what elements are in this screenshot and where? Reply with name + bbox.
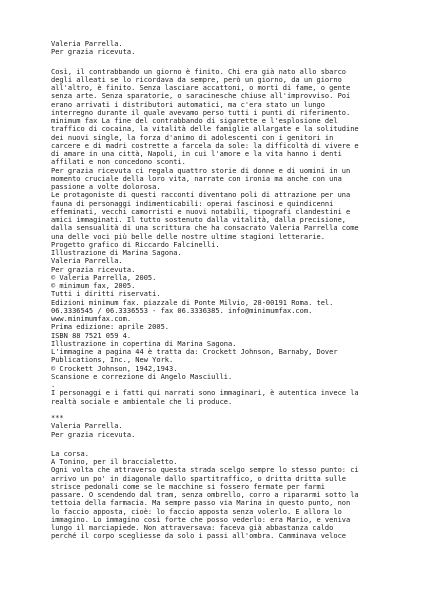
text-line: Illustrazione di Marina Sagona. bbox=[51, 249, 182, 257]
text-line: lo faccio apposta, cioè: lo faccio apposta senza volerlo. E allora lo bbox=[51, 507, 342, 516]
text-line: passione a volte dolorosa. bbox=[51, 183, 161, 191]
text-line: degli alleati se lo ricordava da sempre, però un giorno, da un giorno bbox=[51, 75, 342, 84]
text-line: realtà sociale e ambientale che li produce. bbox=[51, 397, 233, 406]
text-line: erano arrivati i distributori automatici, ma c'era stato un lungo bbox=[51, 100, 325, 109]
text-line: Edizioni minimum fax. piazzale di Ponte Milvio, 28-00191 Roma. tel. bbox=[51, 298, 334, 307]
text-line: fauna di personaggi indimenticabili: operai fascinosi e quindicenni bbox=[51, 199, 334, 208]
text-line: A Tonino, per il braccialetto. bbox=[51, 458, 178, 466]
text-line: Per grazia ricevuta. bbox=[51, 430, 136, 439]
text-line: 06.3336545 / 06.3336553 - fax 06.3336385. info@minimumfax.com. bbox=[51, 306, 313, 315]
text-line: una delle voci più belle delle nostre ultime stagioni letterarie. bbox=[51, 232, 325, 241]
text-line: Publications, Inc., New York. bbox=[51, 356, 174, 365]
text-line: Per grazia ricevuta. bbox=[51, 265, 136, 274]
text-line: arrivo un po' in diagonale dallo spartitraffico, o dritta dritta sulle bbox=[51, 474, 347, 483]
text-line: Per grazia ricevuta. bbox=[51, 48, 136, 57]
text-line: momento cruciale della loro vita, narrate con ironia ma anche con una bbox=[51, 174, 342, 183]
text-line: Valeria Parrella. bbox=[51, 40, 123, 48]
text-line: Valeria Parrella. bbox=[51, 257, 123, 266]
text-line: affilati e non concedono sconti. bbox=[51, 158, 186, 167]
text-line: Così, il contrabbando un giorno è finito. Chi era già nato allo sbarco bbox=[51, 67, 347, 76]
text-line: © minimum fax, 2005. bbox=[51, 282, 136, 290]
text-line: all'altro, è finito. Senza lasciare accattoni, o morti di fame, o gente bbox=[51, 84, 351, 92]
text-line: Progetto grafico di Riccardo Falcinelli. bbox=[51, 240, 220, 249]
text-line: Prima edizione: aprile 2005. bbox=[51, 323, 170, 332]
text-line: dalla sensualità di una scrittura che ha consacrato Valeria Parrella come bbox=[51, 224, 359, 233]
text-line: © Crockett Johnson, 1942,1943. bbox=[51, 364, 178, 373]
text-line: lungo il marciapiede. Non attraversava: faceva già abbastanza caldo bbox=[51, 524, 334, 532]
text-line: La corsa. bbox=[51, 449, 89, 458]
book-header bbox=[51, 40, 405, 57]
section-separator bbox=[51, 414, 405, 439]
text-line: *** bbox=[51, 414, 64, 422]
text-line: L'immagine a pagina 44 è tratta da: Crockett Johnson, Barnaby, Dover bbox=[51, 348, 338, 356]
text-line: passare. O scendendo dal tram, senza ombrello, corro a ripararmi sotto la bbox=[51, 491, 359, 499]
text-line: Per grazia ricevuta ci regala quattro storie di donne e di uomini in un bbox=[51, 166, 351, 175]
text-line: I personaggi e i fatti qui narrati sono immaginari, è autentica invece la bbox=[51, 389, 359, 398]
text-line: senza arte. Senza sparatorie, o saracinesche chiuse all'improvviso. Poi bbox=[51, 92, 351, 101]
disclaimer-text bbox=[51, 389, 405, 406]
text-line: traffico di cocaina, la vitalità delle famiglie allargate e la solitudine bbox=[51, 125, 359, 134]
text-line: Scansione e correzione di Angelo Masciulli. bbox=[51, 372, 233, 381]
text-line: di amare in una città, Napoli, in cui l'amore e la vita hanno i denti bbox=[51, 150, 342, 158]
text-line: dei nuovi single, la forza d'animo di adolescenti con i genitori in bbox=[51, 133, 334, 142]
text-line: tettoia della farmacia. Ma sempre passo via Marina in questo punto, non bbox=[51, 499, 351, 508]
text-line: © Valeria Parrella, 2005. bbox=[51, 273, 157, 282]
text-line: Illustrazione in copertina di Marina Sagona. bbox=[51, 339, 237, 348]
text-line: ISBN 88 7521 059 4. bbox=[51, 331, 132, 340]
text-line: carcere e di madri costrette a farcela da sole: la difficoltà di vivere e bbox=[51, 141, 359, 150]
text-line: Valeria Parrella. bbox=[51, 422, 123, 431]
text-line: Tutti i diritti riservati. bbox=[51, 290, 161, 299]
text-line: Ogni volta che attraverso questa strada scelgo sempre lo stesso punto: ci bbox=[51, 466, 359, 475]
text-line: strisce pedonali come se le macchine si fossero fermate per farmi bbox=[51, 482, 325, 491]
text-line: minimum fax La fine del contrabbando di sigarette e l'esplosione del bbox=[51, 117, 338, 125]
text-line: perché il corpo scegliesse da solo i passi all'ombra. Camminava veloce bbox=[51, 532, 347, 541]
text-line: amici immaginati. Il tutto sostenuto dalla vitalità, dalla precisione, bbox=[51, 216, 347, 224]
text-line: Le protagoniste di questi racconti diventano poli di attrazione per una bbox=[51, 191, 351, 200]
text-line: www.minimumfax.com. bbox=[51, 315, 132, 323]
front-matter-text bbox=[51, 68, 405, 390]
text-line: . bbox=[51, 381, 56, 389]
text-line: interregno durante il quale avevamo perso tutti i punti di riferimento. bbox=[51, 108, 351, 117]
text-line: immagino. Lo immagino così forte che posso vederlo: era Mario, e veniva bbox=[51, 515, 351, 524]
story-text bbox=[51, 450, 405, 541]
text-line: effeminati, vecchi camorristi e nuovi notabili, tipografi clandestini e bbox=[51, 207, 351, 216]
